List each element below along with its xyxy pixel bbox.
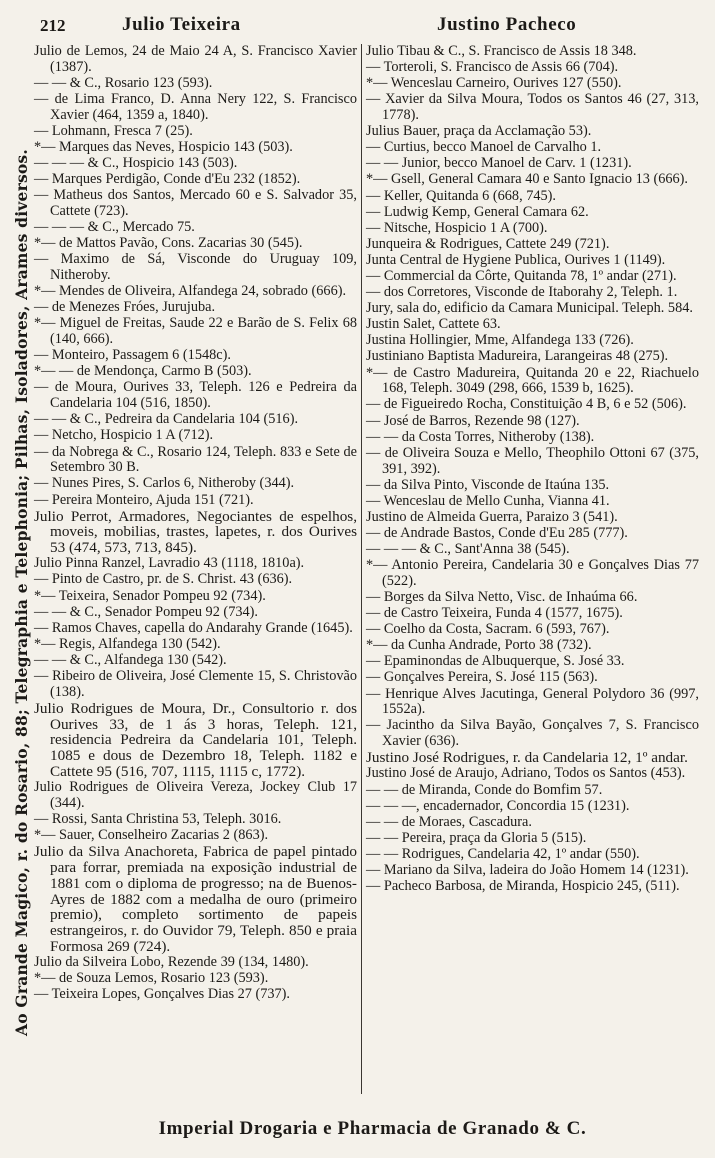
directory-entry: — Pinto de Castro, pr. de S. Christ. 43 (636).	[34, 571, 293, 588]
directory-entry: Julio Pinna Ranzel, Lavradio 43 (1118, 1810a).	[34, 555, 305, 572]
directory-entry: — — de Moraes, Cascadura.	[366, 813, 532, 830]
directory-entry: — — & C., Alfandega 130 (542).	[34, 651, 227, 668]
directory-entry: Julio da Silva Anachoreta, Fabrica de papel pintado para forrar, premiada na exposição industrial de 1881 com o diploma de progresso; na de Buenos-Ayres de 1882 com a medalha de ouro (primeiro premio), completo sortimento de papeis estrangeiros, r. do Ouvidor 79, Teleph. 850 e praia Formosa 269 (724).	[34, 843, 357, 956]
directory-entry: — de Oliveira Souza e Mello, Theophilo Ottoni 67 (375, 391, 392).	[366, 444, 699, 477]
directory-entry: Julio Tibau & C., S. Francisco de Assis 18 348.	[366, 43, 637, 59]
directory-entry: *— Marques das Neves, Hospicio 143 (503).	[34, 138, 293, 155]
directory-entry: — Wenceslau de Mello Cunha, Vianna 41.	[366, 492, 610, 509]
directory-entry: — — — & C., Mercado 75.	[34, 219, 195, 236]
directory-entry: *— Wenceslau Carneiro, Ourives 127 (550).	[366, 75, 622, 92]
directory-entry: — Torteroli, S. Francisco de Assis 66 (704).	[366, 59, 619, 76]
directory-entry: — de Menezes Fróes, Jurujuba.	[34, 299, 216, 316]
directory-entry: — — Rodrigues, Candelaria 42, 1º andar (550).	[366, 845, 640, 862]
directory-entry: — Henrique Alves Jacutinga, General Polydoro 36 (997, 1552a).	[366, 685, 699, 718]
directory-entry: — Teixeira Lopes, Gonçalves Dias 27 (737).	[34, 986, 291, 1003]
directory-entry: — Coelho da Costa, Sacram. 6 (593, 767).	[366, 621, 610, 638]
directory-entry: Justino de Almeida Guerra, Paraizo 3 (541).	[366, 508, 618, 525]
directory-entry: Justin Salet, Cattete 63.	[366, 316, 501, 333]
running-head-right: Justino Pacheco	[437, 14, 577, 35]
directory-entry: — — Junior, becco Manoel de Carv. 1 (1231).	[366, 155, 632, 172]
directory-entry: — de Figueiredo Rocha, Constituição 4 B, 6 e 52 (506).	[366, 396, 687, 413]
directory-entry: *— — de Mendonça, Carmo B (503).	[34, 363, 252, 380]
directory-entry: — da Nobrega & C., Rosario 124, Teleph. 833 e Sete de Setembro 30 B.	[34, 443, 357, 476]
directory-entry: — dos Corretores, Visconde de Itaborahy 2, Teleph. 1.	[366, 284, 678, 301]
directory-entry: — de Castro Teixeira, Funda 4 (1577, 1675).	[366, 605, 623, 622]
directory-entry: *— Sauer, Conselheiro Zacarias 2 (863).	[34, 827, 269, 844]
directory-entry: — — & C., Pedreira da Candelaria 104 (516).	[34, 411, 299, 428]
directory-entry: — Monteiro, Passagem 6 (1548c).	[34, 347, 231, 364]
directory-entry: Julius Bauer, praça da Acclamação 53).	[366, 123, 592, 140]
directory-entry: Julio de Lemos, 24 de Maio 24 A, S. Francisco Xavier (1387).	[34, 43, 357, 75]
directory-entry: — Pereira Monteiro, Ajuda 151 (721).	[34, 491, 254, 508]
directory-entry: *— de Castro Madureira, Quitanda 20 e 22, Riachuelo 168, Teleph. 3049 (298, 666, 1539 b, 1625).	[366, 364, 699, 397]
directory-entry: — — & C., Senador Pompeu 92 (734).	[34, 603, 258, 620]
directory-entry: Julio Perrot, Armadores, Negociantes de espelhos, moveis, mobilias, trastes, lapetes, r. dos Ourives 53 (474, 573, 713, 845).	[34, 507, 357, 557]
directory-entry: — Epaminondas de Albuquerque, S. José 33.	[366, 653, 625, 670]
directory-entry: — Ramos Chaves, capella do Andarahy Grande (1645).	[34, 619, 353, 636]
directory-entry: — — Pereira, praça da Gloria 5 (515).	[366, 829, 587, 846]
directory-entry: — Keller, Quitanda 6 (668, 745).	[366, 187, 557, 204]
directory-entry: Junqueira & Rodrigues, Cattete 249 (721).	[366, 235, 610, 252]
side-advertisement-text: Ao Grande Magico, r. do Rosario, 88; Telegraphia e Telephonia; Pilhas, Isoladores, Arames diversos.	[11, 148, 31, 1036]
directory-entry: *— Teixeira, Senador Pompeu 92 (734).	[34, 587, 266, 604]
running-head-left: Julio Teixeira	[122, 14, 241, 35]
directory-entry: — Borges da Silva Netto, Visc. de Inhaúma 66.	[366, 589, 638, 605]
directory-entry: — Nitsche, Hospicio 1 A (700).	[366, 219, 548, 236]
directory-entry: *— da Cunha Andrade, Porto 38 (732).	[366, 637, 592, 654]
directory-entry: — — —, encadernador, Concordia 15 (1231).	[366, 797, 630, 814]
directory-entry: Justina Hollingier, Mme, Alfandega 133 (726).	[366, 332, 634, 349]
directory-entry: — José de Barros, Rezende 98 (127).	[366, 412, 580, 429]
page-header	[40, 14, 697, 38]
directory-entry: — de Lima Franco, D. Anna Nery 122, S. Francisco Xavier (464, 1359 a, 1840).	[34, 90, 357, 123]
left-column	[34, 44, 357, 1003]
directory-entry: — Rossi, Santa Christina 53, Teleph. 3016.	[34, 811, 282, 828]
directory-entry: *— de Souza Lemos, Rosario 123 (593).	[34, 970, 269, 987]
directory-entry: *— Regis, Alfandega 130 (542).	[34, 635, 221, 652]
directory-entry: — — da Costa Torres, Nitheroby (138).	[366, 428, 595, 445]
directory-entry: — de Andrade Bastos, Conde d'Eu 285 (777).	[366, 524, 628, 541]
directory-entry: — — de Miranda, Conde do Bomfim 57.	[366, 781, 603, 798]
directory-entry: — Maximo de Sá, Visconde do Uruguay 109, Nitheroby.	[34, 251, 357, 284]
directory-entry: — Gonçalves Pereira, S. José 115 (563).	[366, 669, 598, 686]
directory-entry: Julio Rodrigues de Oliveira Vereza, Jockey Club 17 (344).	[34, 779, 357, 811]
directory-entry: — Ludwig Kemp, General Camara 62.	[366, 203, 589, 220]
directory-entry: — — — & C., Sant'Anna 38 (545).	[366, 541, 570, 558]
directory-entry: *— Miguel de Freitas, Saude 22 e Barão de S. Felix 68 (140, 666).	[34, 315, 357, 348]
directory-entry: — Netcho, Hospicio 1 A (712).	[34, 427, 214, 444]
directory-entry: Justino José de Araujo, Adriano, Todos os Santos (453).	[366, 765, 686, 782]
directory-entry: — de Moura, Ourives 33, Teleph. 126 e Pedreira da Candelaria 104 (516, 1850).	[34, 379, 357, 412]
directory-entry: — Jacintho da Silva Bayão, Gonçalves 7, S. Francisco Xavier (636).	[366, 717, 699, 750]
directory-entry: — Commercial da Côrte, Quitanda 78, 1º andar (271).	[366, 268, 677, 285]
directory-entry: *— Gsell, General Camara 40 e Santo Ignacio 13 (666).	[366, 171, 688, 188]
directory-entry: — Ribeiro de Oliveira, José Clemente 15, S. Christovão (138).	[34, 667, 357, 700]
directory-entry: Julio Rodrigues de Moura, Dr., Consultorio r. dos Ourives 33, de 1 ás 3 horas, Teleph. 121, residencia Pedreira da Candelaria 101, Teleph. 1085 e dous de Dezembro 18, Teleph. 1182 e Cattete 95 (516, 707, 1115, 1115 c, 1772).	[34, 699, 357, 781]
directory-entry: — Curtius, becco Manoel de Carvalho 1.	[366, 139, 602, 156]
directory-entry: — Pacheco Barbosa, de Miranda, Hospicio 245, (511).	[366, 878, 680, 895]
directory-entry: — — & C., Rosario 123 (593).	[34, 74, 213, 91]
page-number: 212	[40, 16, 66, 35]
directory-entry: — Marques Perdigão, Conde d'Eu 232 (1852).	[34, 171, 301, 188]
directory-entry: — da Silva Pinto, Visconde de Itaúna 135.	[366, 476, 610, 493]
directory-entry: *— Mendes de Oliveira, Alfandega 24, sobrado (666).	[34, 283, 347, 300]
directory-entry: Junta Central de Hygiene Publica, Ourives 1 (1149).	[366, 251, 666, 268]
directory-entry: *— de Mattos Pavão, Cons. Zacarias 30 (545).	[34, 235, 303, 252]
right-column	[366, 44, 699, 895]
directory-entry: — — — & C., Hospicio 143 (503).	[34, 155, 238, 172]
directory-entry: *— Antonio Pereira, Candelaria 30 e Gonçalves Dias 77 (522).	[366, 557, 699, 589]
directory-entry: Julio da Silveira Lobo, Rezende 39 (134, 1480).	[34, 954, 309, 971]
directory-entry: — Xavier da Silva Moura, Todos os Santos 46 (27, 313, 1778).	[366, 91, 699, 124]
column-divider	[361, 44, 362, 1094]
footer-advertisement: Imperial Drogaria e Pharmacia de Granado & C.	[158, 1118, 587, 1139]
directory-entry: Justiniano Baptista Madureira, Larangeiras 48 (275).	[366, 348, 669, 365]
directory-entry: Jury, sala do, edificio da Camara Municipal. Teleph. 584.	[366, 300, 693, 317]
directory-entry: — Mariano da Silva, ladeira do João Homem 14 (1231).	[366, 862, 689, 878]
directory-entry: Justino José Rodrigues, r. da Candelaria 12, 1º andar.	[366, 749, 688, 767]
directory-entry: — Nunes Pires, S. Carlos 6, Nitheroby (344).	[34, 475, 295, 492]
directory-entry: — Matheus dos Santos, Mercado 60 e S. Salvador 35, Cattete (723).	[34, 187, 357, 220]
directory-entry: — Lohmann, Fresca 7 (25).	[34, 122, 193, 139]
side-advertisement	[6, 52, 36, 1132]
